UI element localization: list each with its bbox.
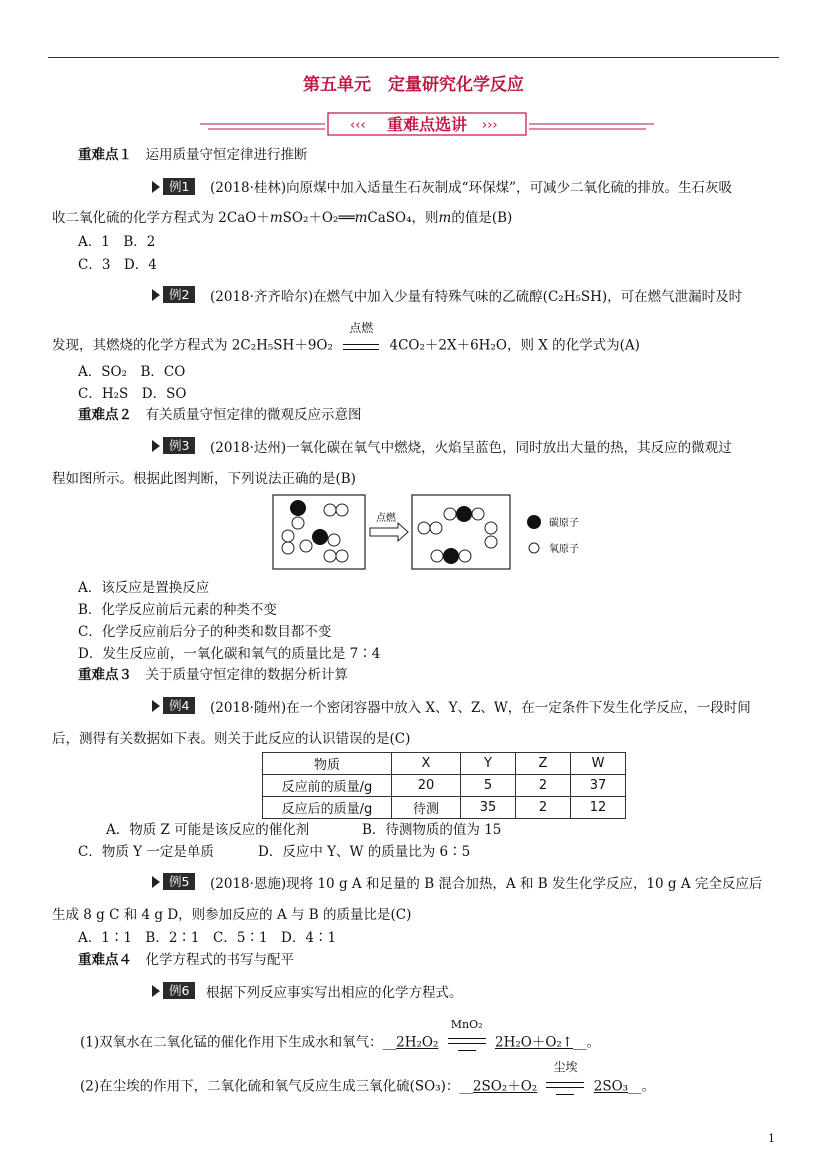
example-3-text: (2018·达州)一氧化碳在氧气中燃烧，火焰呈蓝色，同时放出大量的热，其反应的微观过 — [210, 440, 732, 456]
section-3-heading: 重难点３ 关于质量守恒定律的数据分析计算 — [78, 667, 348, 683]
oxygen-atom — [300, 540, 312, 552]
example-3-option-d: D．发生反应前，一氧化碳和氧气的质量比是 7∶4 — [78, 646, 381, 662]
example-3-option-c: C．化学反应前后分子的种类和数目都不变 — [78, 624, 332, 640]
oxygen-atom — [336, 550, 348, 562]
legend-oxygen-label: 氧原子 — [549, 544, 579, 555]
example-2-text: (2018·齐齐哈尔)在燃气中加入少量有特殊气味的乙硫醇(C₂H₅SH)，可在燃气泄漏时及时 — [210, 289, 743, 305]
mass-data-table — [262, 752, 626, 819]
oxygen-atom — [282, 542, 294, 554]
oxygen-atom — [485, 536, 497, 548]
oxygen-atom — [459, 550, 471, 562]
example-5-tag: 例5 — [152, 873, 195, 890]
example-1-text: (2018·桂林)向原煤中加入适量生石灰制成“环保煤”，可减少二氧化硫的排放。生石灰吸 — [210, 180, 732, 196]
example-3-option-a: A．该反应是置换反应 — [78, 580, 210, 596]
micro-reaction-diagram — [272, 494, 612, 572]
legend-oxygen-icon — [529, 543, 539, 553]
example-2-options-cd: C．H₂S D．SO — [78, 386, 187, 402]
example-6-tag: 例6 — [152, 982, 195, 999]
ignite-condition: 点燃 — [349, 321, 374, 335]
example-4-tag: 例4 — [152, 697, 195, 714]
example-4-option-c: C．物质 Y 一定是单质 — [78, 844, 214, 860]
example-2-equation-line: 发现，其燃烧的化学方程式为 2C₂H₅SH＋9O₂ 点燃 4CO₂＋2X＋6H₂O，则 X 的化学式为(A) — [52, 321, 640, 354]
example-6-text: 根据下列反应事实写出相应的化学方程式。 — [206, 985, 463, 1001]
example-1-options-ab: A．1 B．2 — [78, 234, 156, 250]
catalyst-condition: MnO₂ — [450, 1018, 483, 1031]
section-2-heading: 重难点２ 有关质量守恒定律的微观反应示意图 — [78, 407, 362, 423]
legend-carbon-label: 碳原子 — [549, 518, 579, 529]
example-2-options-ab: A．SO₂ B．CO — [78, 364, 186, 380]
example-4-text: (2018·随州)在一个密闭容器中放入 X、Y、Z、W，在一定条件下发生化学反应，一段时间 — [210, 700, 751, 716]
carbon-atom — [456, 506, 472, 522]
example-4-option-a: A．物质 Z 可能是该反应的催化剂 — [106, 822, 310, 838]
example-6-question-1: (1)双氧水在二氧化锰的催化作用下生成水和氧气：__2H₂O₂ MnO₂ 2H₂O＋O₂↑__。 — [80, 1018, 601, 1051]
banner-text: 重难点选讲 — [386, 115, 468, 134]
oxygen-atom — [282, 530, 294, 542]
oxygen-atom — [485, 522, 497, 534]
example-4-option-b: B．待测物质的值为 15 — [362, 822, 502, 838]
table-row: 反应前的质量/g 20 5 2 37 — [263, 775, 626, 797]
example-5-text: (2018·恩施)现将 10 g A 和足量的 B 混合加热，A 和 B 发生化学反应，10 g A 完全反应后 — [210, 876, 763, 892]
example-1-tag: 例1 — [152, 178, 195, 195]
page-title: 第五单元 定量研究化学反应 — [303, 75, 524, 95]
oxygen-atom — [336, 504, 348, 516]
example-1-equation-line: 收二氧化硫的化学方程式为 2CaO＋mSO₂＋O₂══mCaSO₄，则m的值是(B) — [52, 210, 513, 226]
page-number: 1 — [768, 1132, 775, 1145]
oxygen-atom — [444, 508, 456, 520]
example-3-tag: 例3 — [152, 437, 195, 454]
example-5-options: A．1∶1 B．2∶1 C．5∶1 D．4∶1 — [78, 930, 337, 946]
banner-left-deco: ‹‹‹ — [350, 118, 366, 133]
oxygen-atom — [431, 550, 443, 562]
example-6-question-2: (2)在尘埃的作用下，二氧化硫和氧气反应生成三氧化硫(SO₃)：__2SO₂＋O₂ 尘埃 2SO₃__。 — [80, 1060, 656, 1095]
oxygen-atom — [324, 504, 336, 516]
oxygen-atom — [430, 522, 442, 534]
oxygen-atom — [472, 508, 484, 520]
example-4-text-2: 后，测得有关数据如下表。则关于此反应的认识错误的是(C) — [52, 731, 411, 747]
arrow-icon — [370, 523, 408, 541]
carbon-atom — [290, 500, 306, 516]
top-rule — [48, 57, 779, 58]
example-4-option-d: D．反应中 Y、W 的质量比为 6∶5 — [258, 844, 471, 860]
arrow-label: 点燃 — [376, 513, 396, 524]
oxygen-atom — [418, 522, 430, 534]
section-4-heading: 重难点４ 化学方程式的书写与配平 — [78, 952, 294, 968]
carbon-atom — [443, 548, 459, 564]
oxygen-atom — [328, 534, 340, 546]
banner-right-deco: ››› — [482, 118, 498, 133]
example-3-option-b: B．化学反应前后元素的种类不变 — [78, 602, 277, 618]
oxygen-atom — [324, 550, 336, 562]
example-2-tag: 例2 — [152, 286, 195, 303]
section-1-heading: 重难点１ 运用质量守恒定律进行推断 — [78, 147, 308, 163]
table-row: 反应后的质量/g 待测 35 2 12 — [263, 797, 626, 819]
dust-condition: 尘埃 — [553, 1060, 578, 1074]
carbon-atom — [312, 529, 328, 545]
oxygen-atom — [292, 517, 304, 529]
example-5-text-2: 生成 8 g C 和 4 g D，则参加反应的 A 与 B 的质量比是(C) — [52, 907, 412, 923]
table-header-row: 物质 X Y Z W — [263, 753, 626, 775]
example-3-text-2: 程如图所示。根据此图判断，下列说法正确的是(B) — [52, 471, 356, 487]
example-1-options-cd: C．3 D．4 — [78, 257, 157, 273]
section-banner — [200, 112, 654, 136]
legend-carbon-icon — [527, 515, 541, 529]
